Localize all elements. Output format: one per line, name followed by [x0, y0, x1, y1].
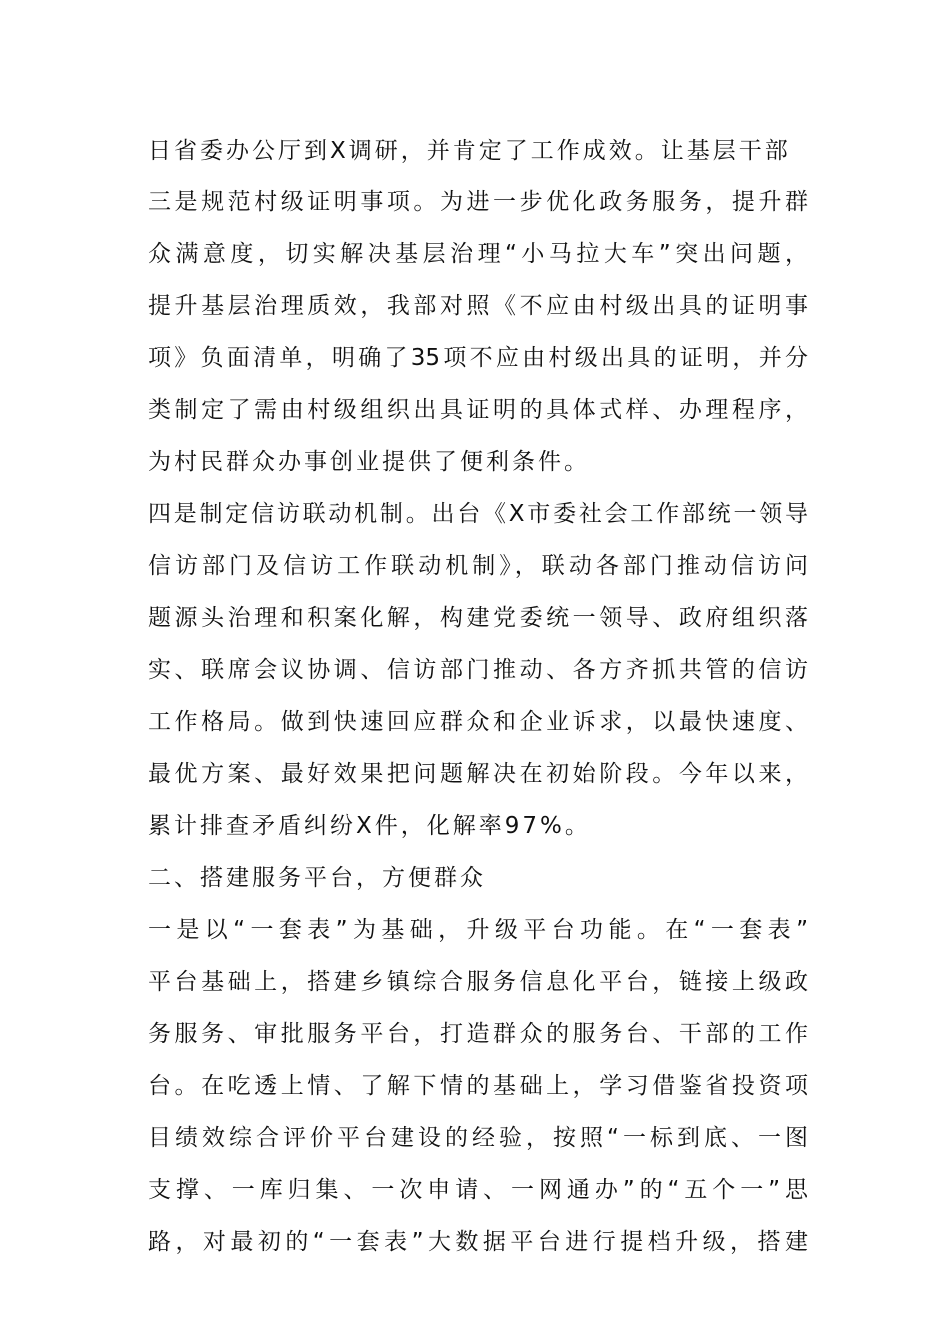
- text-line: 项》负面清单，明确了35项不应由村级出具的证明，并分: [148, 345, 808, 371]
- text-line: 众满意度，切实解决基层治理“小马拉大车”突出问题，: [148, 241, 808, 267]
- text-line: 支撑、一库归集、一次申请、一网通办”的“五个一”思: [148, 1177, 808, 1203]
- text-line: 四是制定信访联动机制。出台《X市委社会工作部统一领导: [148, 501, 808, 527]
- text-line: 为村民群众办事创业提供了便利条件。: [148, 449, 590, 475]
- text-line: 信访部门及信访工作联动机制》，联动各部门推动信访问: [148, 553, 808, 579]
- text-line: 工作格局。做到快速回应群众和企业诉求，以最快速度、: [148, 709, 808, 735]
- document-body: [148, 126, 808, 1268]
- text-line: 务服务、审批服务平台，打造群众的服务台、干部的工作: [148, 1021, 808, 1047]
- text-line: 路，对最初的“一套表”大数据平台进行提档升级，搭建: [148, 1229, 808, 1255]
- text-line: 累计排查矛盾纠纷X件，化解率97%。: [148, 813, 591, 839]
- text-line: 一是以“一套表”为基础，升级平台功能。在“一套表”: [148, 917, 808, 943]
- text-line: 三是规范村级证明事项。为进一步优化政务服务，提升群: [148, 189, 808, 215]
- section-heading: 二、搭建服务平台，方便群众: [148, 865, 486, 891]
- text-line: 目绩效综合评价平台建设的经验，按照“一标到底、一图: [148, 1125, 808, 1151]
- text-line: 题源头治理和积案化解，构建党委统一领导、政府组织落: [148, 605, 808, 631]
- text-line: 平台基础上，搭建乡镇综合服务信息化平台，链接上级政: [148, 969, 808, 995]
- text-line: 实、联席会议协调、信访部门推动、各方齐抓共管的信访: [148, 657, 808, 683]
- text-line: 类制定了需由村级组织出具证明的具体式样、办理程序，: [148, 397, 808, 423]
- text-line: 最优方案、最好效果把问题解决在初始阶段。今年以来，: [148, 761, 808, 787]
- text-line: 日省委办公厅到X调研，并肯定了工作成效。让基层干部: [148, 138, 791, 164]
- text-line: 提升基层治理质效，我部对照《不应由村级出具的证明事: [148, 293, 808, 319]
- text-line: 台。在吃透上情、了解下情的基础上，学习借鉴省投资项: [148, 1073, 808, 1099]
